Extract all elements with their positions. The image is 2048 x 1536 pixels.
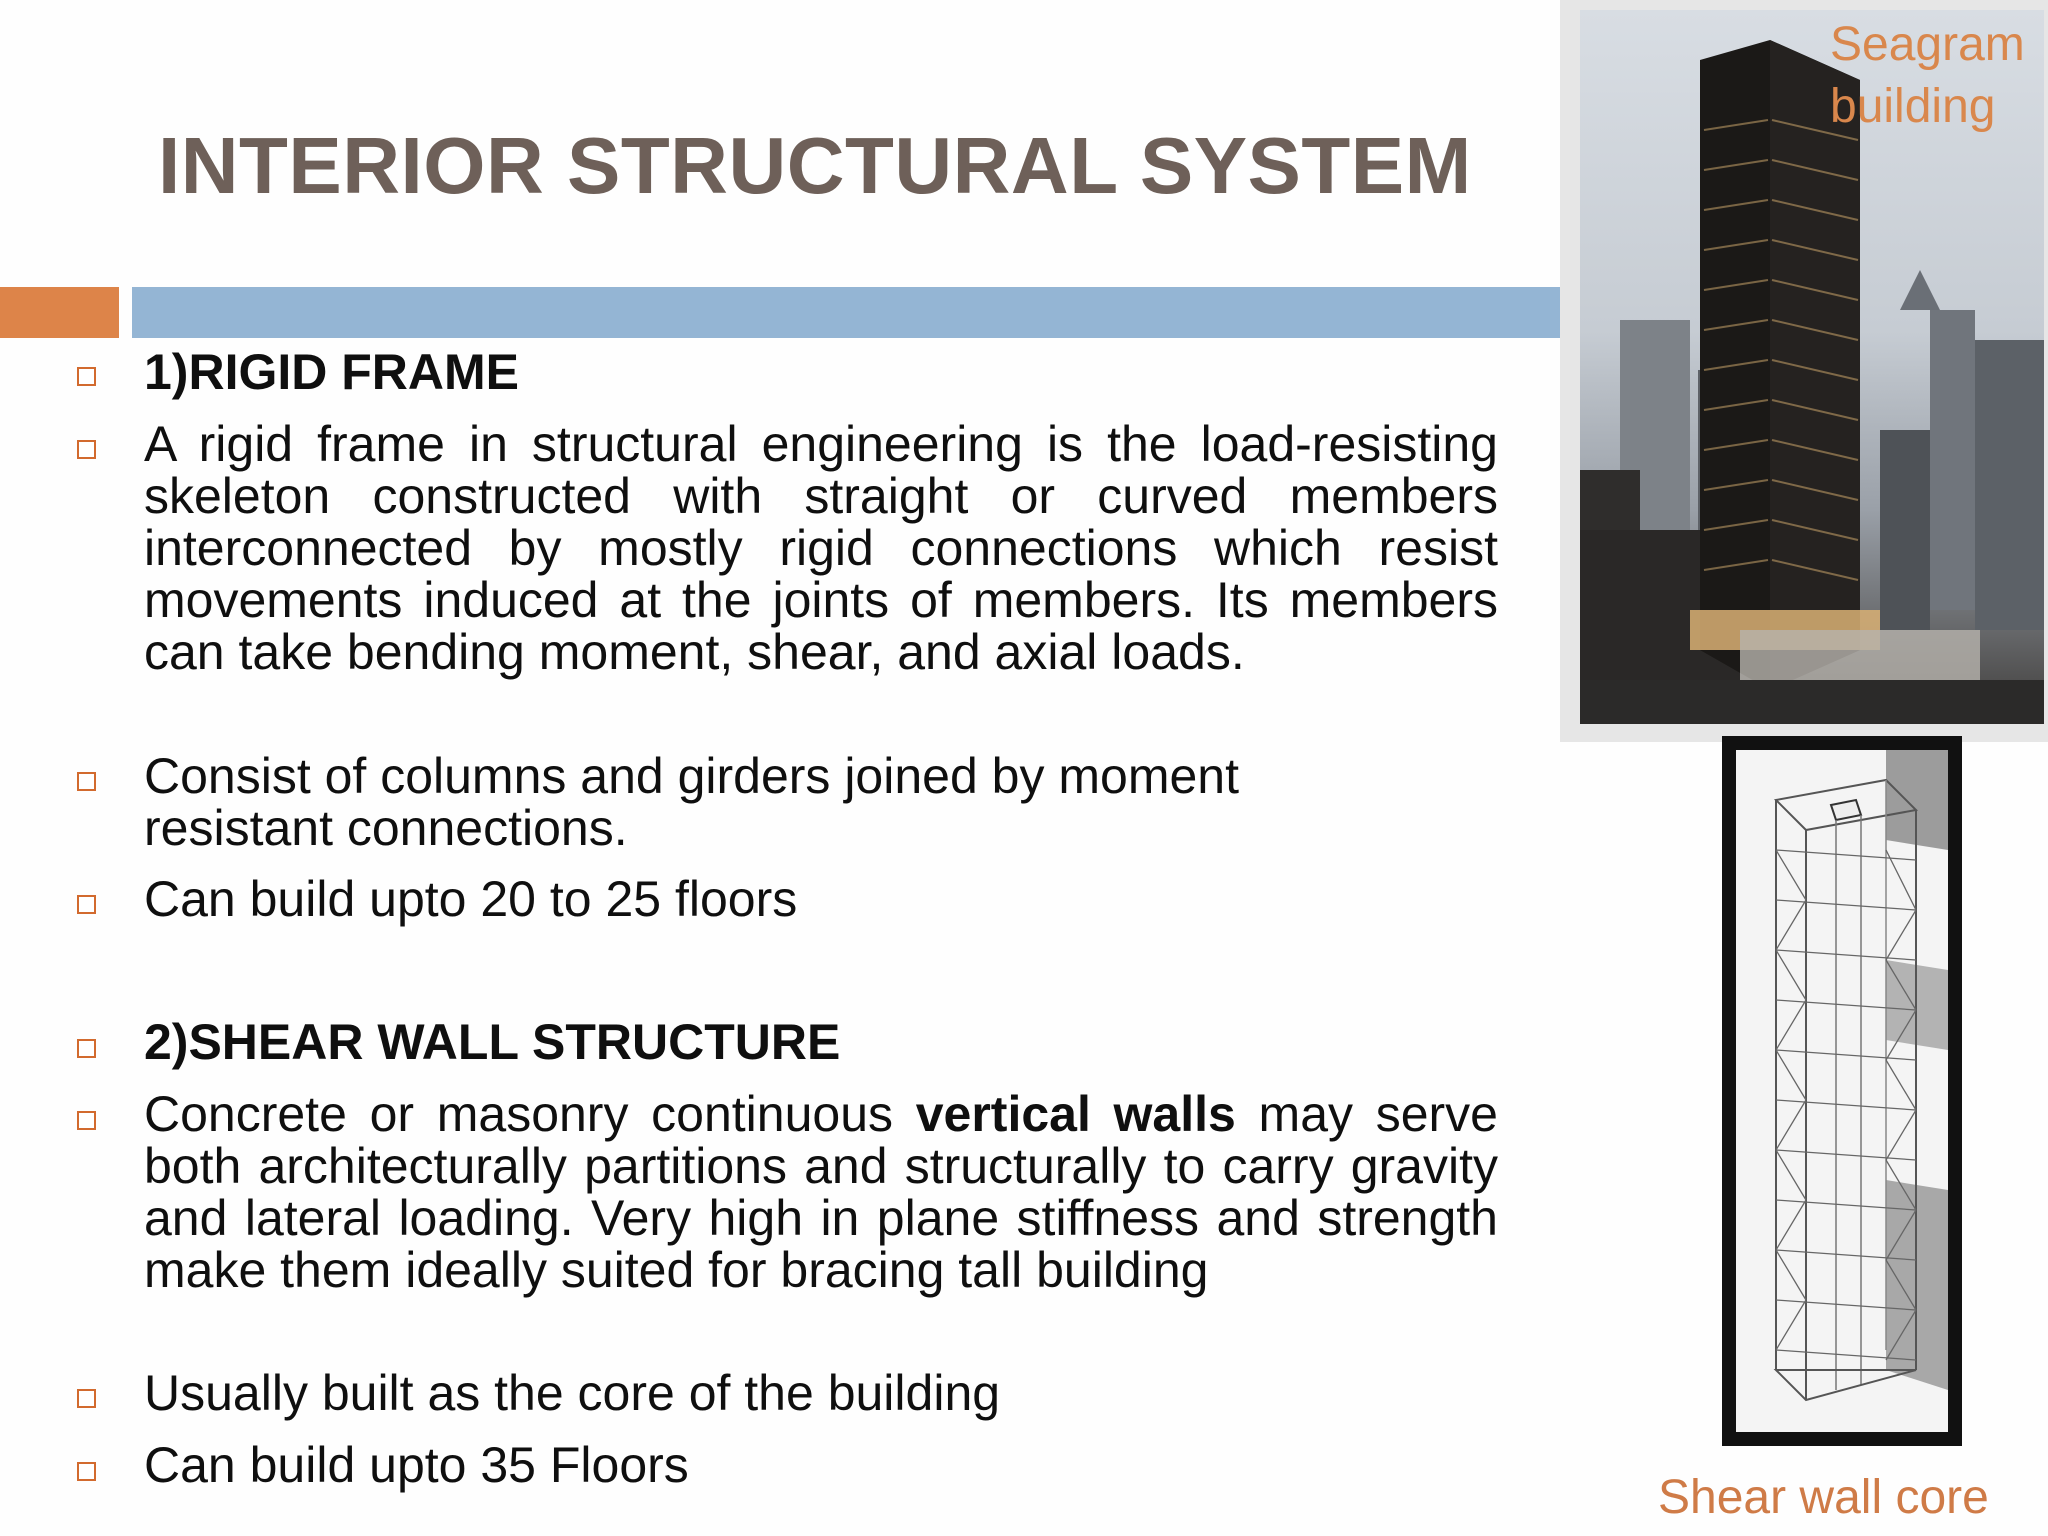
bullet-marker-icon xyxy=(77,895,96,914)
bullet-shear-wall-heading: 2)SHEAR WALL STRUCTURE xyxy=(144,1014,841,1070)
shear-wall-diagram-frame xyxy=(1722,736,1962,1446)
bullet-shear-wall-core: Usually built as the core of the building xyxy=(144,1365,1001,1421)
slide-title: INTERIOR STRUCTURAL SYSTEM xyxy=(158,121,1472,210)
bullet-marker-icon xyxy=(77,1039,96,1058)
bullet-marker-icon xyxy=(77,1389,96,1408)
shear-wall-core-diagram xyxy=(1736,750,1948,1432)
bullet-rigid-frame-definition: A rigid frame in structural engineering is the load-resisting skeleton constructed with straight or curved members interconnected by mostly rigid connections which resist movements induced at the joints of members. Its members can take bending moment, shear, and axial loads. xyxy=(144,416,1498,680)
bullet-marker-icon xyxy=(77,1462,96,1481)
bullet-shear-wall-definition: Concrete or masonry continuous vertical walls may serve both architecturally partitions and structurally to carry gravity and lateral loading. Very high in plane stiffness and strength make them ideally suited for bracing tall building xyxy=(144,1086,1498,1298)
bullet-rigid-frame-heading: 1)RIGID FRAME xyxy=(144,344,519,400)
bullet-marker-icon xyxy=(77,440,96,459)
shear-wall-diagram-caption: Shear wall core xyxy=(1658,1471,1989,1524)
bullet-rigid-frame-floors: Can build upto 20 to 25 floors xyxy=(144,871,798,927)
bullet-marker-icon xyxy=(77,1111,96,1130)
bullet-marker-icon xyxy=(77,367,96,386)
bullet-rigid-frame-composition: Consist of columns and girders joined by moment resistant connections. xyxy=(144,748,1239,856)
bullet-shear-wall-floors: Can build upto 35 Floors xyxy=(144,1437,689,1493)
bullet-marker-icon xyxy=(77,772,96,791)
shear-wall-tower-drawing xyxy=(1736,750,1948,1432)
emphasis-vertical-walls: vertical walls xyxy=(915,1086,1236,1142)
seagram-photo-caption: Seagram building xyxy=(1830,18,2025,133)
